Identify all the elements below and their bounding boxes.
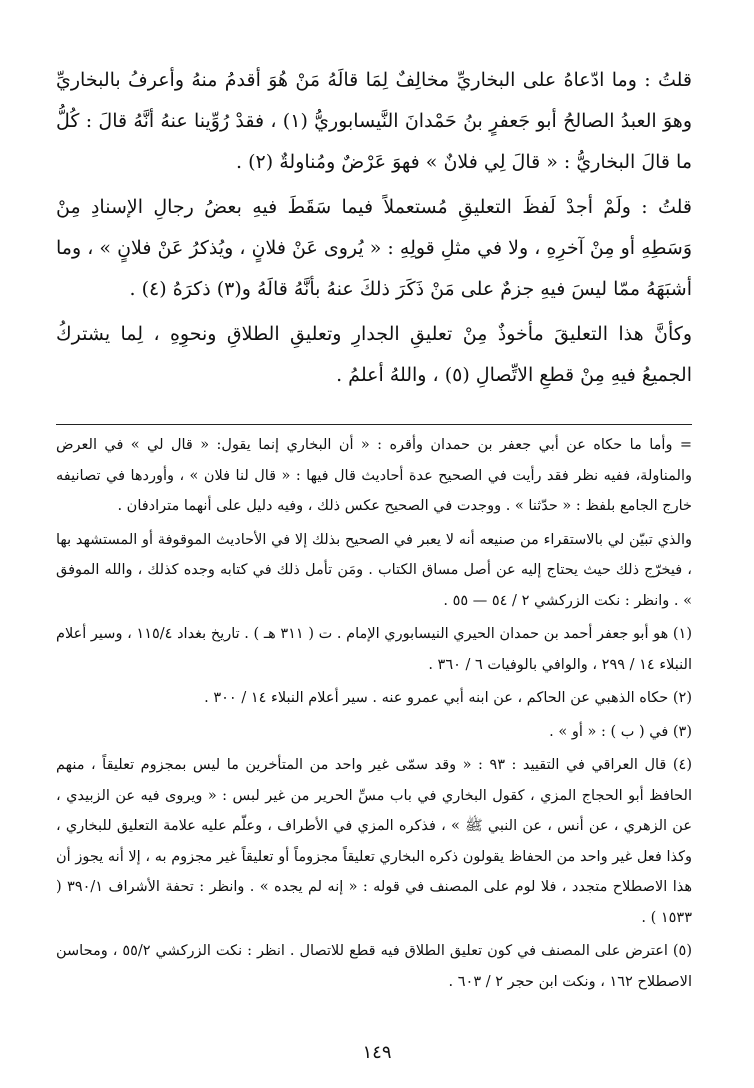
- main-text: [56, 60, 692, 400]
- footnote-separator: [56, 424, 692, 425]
- main-paragraph-1: قلتُ : وما ادّعاهُ على البخاريِّ مخالِفٌ لِمَا قالَهُ مَنْ هُوَ أقدمُ منهُ وأعرفُ بالبخاريِّ وهوَ العبدُ الصالحُ أبو جَعفرٍ بنُ حَمْدانَ النَّيسابوريُّ (١) ، فقدْ رُوِّينا عنهُ أنَّهُ قالَ : كُلُّ ما قالَ البخاريُّ : « قالَ لِي فلانٌ » فهوَ عَرْضٌ ومُناولةٌ (٢) .: [56, 69, 692, 173]
- footnote-2: (٢) حكاه الذهبي عن الحاكم ، عن ابنه أبي عمرو عنه . سير أعلام النبلاء ١٤ / ٣٠٠ .: [204, 690, 692, 706]
- footnote-4: (٤) قال العراقي في التقييد : ٩٣ : « وقد سمّى غير واحد من المتأخرين ما ليس بمجزوم تعليقاً ، منهم الحافظ أبو الحجاج المزي ، كقول البخاري في باب مسِّ الحرير من غير لبس : « ويروى فيه عن الزبيدي ، عن الزهري ، عن أنس ، عن النبي ﷺ » ، فذكره المزي في الأطراف ، وعلّم عليه علامة التعليق للبخاري ، وكذا فعل غير واحد من الحفاظ يقولون ذكره البخاري تعليقاً مجزوماً أو تعليقاً غير مجزوم به ، إلا أنه يجوز أن هذا الاصطلاح متجدد ، فلا لوم على المصنف في قوله : « إنه لم يجده » . وانظر : تحفة الأشراف ٣٩٠/١ ( ١٥٣٣ ) .: [56, 757, 692, 926]
- main-paragraph-2: قلتُ : ولَمْ أجدْ لَفظَ التعليقِ مُستعملاً فيما سَقَطَ فيهِ بعضُ رجالِ الإسنادِ مِنْ وَسَطِهِ أو مِنْ آخرِهِ ، ولا في مثلِ قولِهِ : « يُروى عَنْ فلانٍ ، ويُذكرُ عَنْ فلانٍ » ، وما أشبَهَهُ ممّا ليسَ فيهِ جزمٌ على مَنْ ذَكَرَ ذلكَ عنهُ بأنَّهُ قالَهُ و(٣) ذكرَهُ (٤) .: [56, 196, 692, 300]
- footnotes: [56, 430, 692, 1000]
- footnote-1: (١) هو أبو جعفر أحمد بن حمدان الحيري النيسابوري الإمام . ت ( ٣١١ هـ ) . تاريخ بغداد ١١٥/٤ ، وسير أعلام النبلاء ١٤ / ٢٩٩ ، والوافي بالوفيات ٦ / ٣٦٠ .: [56, 626, 693, 673]
- footnote-3: (٣) في ( ب ) : « أو » .: [549, 723, 692, 740]
- footnote-5: (٥) اعترض على المصنف في كون تعليق الطلاق فيه قطع للاتصال . انظر : نكت الزركشي ٥٥/٢ ، ومحاسن الاصطلاح ١٦٢ ، ونكت ابن حجر ٢ / ٦٠٣ .: [56, 943, 692, 990]
- footnote-continuation-2: والذي تبيّن لي بالاستقراء من صنيعه أنه لا يعبر في الصحيح بذلك إلا في الأحاديث الموقوفة أو المستشهد بها ، فيخرّج ذلك حيث يحتاج إليه عن أصل مساق الكتاب . ومَن تأمل ذلك في كتابه وجده كذلك ، والله الموفق » . وانظر : نكت الزركشي ٢ / ٥٤ — ٥٥ .: [56, 531, 692, 609]
- main-paragraph-3: وكأنَّ هذا التعليقَ مأخوذٌ مِنْ تعليقِ الجدارِ وتعليقِ الطلاقِ ونحوِهِ ، لِما يشتركُ الجميعُ فيهِ مِنْ قطعِ الاتِّصالِ (٥) ، واللهُ أعلمُ .: [56, 323, 692, 386]
- footnote-continuation-1: = وأما ما حكاه عن أبي جعفر بن حمدان وأقره : « أن البخاري إنما يقول: « قال لي » في العرض والمناولة، ففيه نظر فقد رأيت في الصحيح عدة أحاديث قال فيها : « قال لنا فلان » ، وأوردها في تصانيفه خارج الجامع بلفظ : « حدّثنا » . ووجدت في الصحيح عكس ذلك ، وفيه دليل على أنهما مترادفان .: [56, 437, 692, 514]
- page-number: ١٤٩: [362, 1042, 392, 1063]
